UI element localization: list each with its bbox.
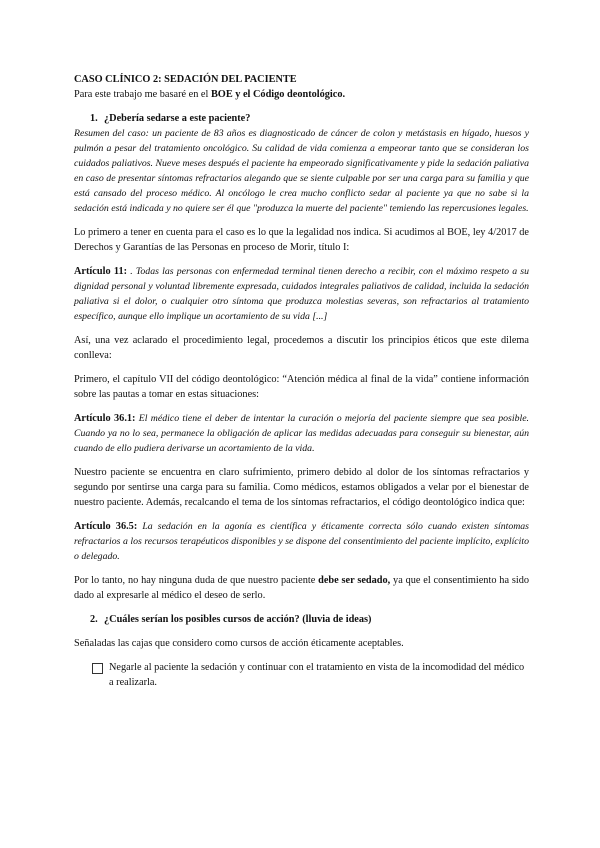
intro-paragraph: [74, 87, 529, 102]
article-36-5: [74, 519, 529, 564]
conclusion-text: Por lo tanto, no hay ninguna duda de que nuestro paciente: [74, 575, 319, 586]
document-page: [74, 72, 529, 690]
article-36-1-label: Artículo 36.1:: [74, 413, 136, 424]
question-1-text: ¿Debería sedarse a este paciente?: [104, 113, 251, 124]
option-1-row: [92, 660, 529, 690]
article-36-5-label: Artículo 36.5:: [74, 521, 138, 532]
option-1-checkbox[interactable]: [92, 663, 103, 674]
article-11: [74, 264, 529, 324]
article-36-1: [74, 411, 529, 456]
intro-bold: BOE y el Código deontológico.: [210, 89, 346, 100]
article-11-label: Artículo 11:: [74, 266, 128, 277]
legal-paragraph: Lo primero a tener en cuenta para el caso es lo que la legalidad nos indica. Si acudimos al BOE, ley 4/2017 de Derechos y Garantías de las Personas en proceso de Morir, título I:: [74, 227, 529, 253]
question-2-number: 2.: [90, 614, 98, 625]
conclusion-bold: debe ser sedado,: [318, 575, 391, 586]
code-chapter-paragraph: Primero, el capítulo VII del código deontológico: “Atención médica al final de la vida” contiene información sobre las pautas a tomar en estas situaciones:: [74, 374, 529, 400]
question-1-heading: [90, 111, 529, 126]
question-2-text: ¿Cuáles serían los posibles cursos de acción? (lluvia de ideas): [104, 614, 372, 625]
ethics-intro-paragraph: Así, una vez aclarado el procedimiento legal, procedemos a discutir los principios éticos que este dilema conlleva:: [74, 335, 529, 361]
patient-suffering-paragraph: Nuestro paciente se encuentra en claro sufrimiento, primero debido al dolor de los síntomas refractarios y segundo por sentirse una carga para su familia. Como médicos, estamos obligados a velar por el bienestar de nuestro paciente. Además, recalcando el tema de los síntomas refractarios, el código deontológico indica que:: [74, 467, 529, 508]
case-summary: Resumen del caso: un paciente de 83 años es diagnosticado de cáncer de colon y metástasis en hígado, huesos y pulmón a pesar del tratamiento oncológico. Su calidad de vida comienza a empeorar tanto que se consideran los cuidados paliativos. Nueve meses después el paciente ha empeorado significativamente y pide la sedación paliativa en caso de presentar síntomas refractarios alegando que se siente culpable por ser una carga para su familia y que está cansado del proceso médico. Al oncólogo le crea mucho conflicto sedar al paciente ya que no sabe si la sedación está indicada y no quiere ser él que "produzca la muerte del paciente" temiendo las repercusiones legales.: [74, 128, 529, 214]
checkbox-instructions: Señaladas las cajas que considero como cursos de acción éticamente aceptables.: [74, 638, 404, 649]
conclusion-paragraph: [74, 573, 529, 603]
document-title: CASO CLÍNICO 2: SEDACIÓN DEL PACIENTE: [74, 74, 297, 85]
intro-text: Para este trabajo me basaré en el: [74, 89, 211, 100]
article-36-5-text: La sedación en la agonía es científica y éticamente correcta sólo cuando existen síntomas refractarios a los recursos terapéuticos disponibles y se dispone del consentimiento del paciente implícito, explícito o delegado.: [74, 521, 529, 562]
conclusion-suffix: ya que el consentimiento ha sido dado al expresarle al médico el deseo de serlo.: [74, 575, 530, 601]
option-1-text: Negarle al paciente la sedación y continuar con el tratamiento en vista de la incomodidad del médico a realizarla.: [109, 662, 525, 688]
article-36-1-text: El médico tiene el deber de intentar la curación o mejoría del paciente siempre que sea posible. Cuando ya no lo sea, permanece la obligación de aplicar las medidas adecuadas para conseguir su bienestar, aún cuando de ello pudiera derivarse un acortamiento de la vida.: [74, 413, 529, 454]
question-1-number: 1.: [90, 113, 98, 124]
article-11-text: . Todas las personas con enfermedad terminal tienen derecho a recibir, con el máximo respeto a su dignidad personal y voluntad libremente expresada, cuidados integrales paliativos de calidad, incluida la sedación paliativa si el dolor, o cualquier otro síntoma que produzca molestias severas, son refractarios al tratamiento específico, aunque ello implique un acortamiento de su vida [...]: [74, 266, 529, 322]
question-2-heading: [90, 612, 529, 627]
